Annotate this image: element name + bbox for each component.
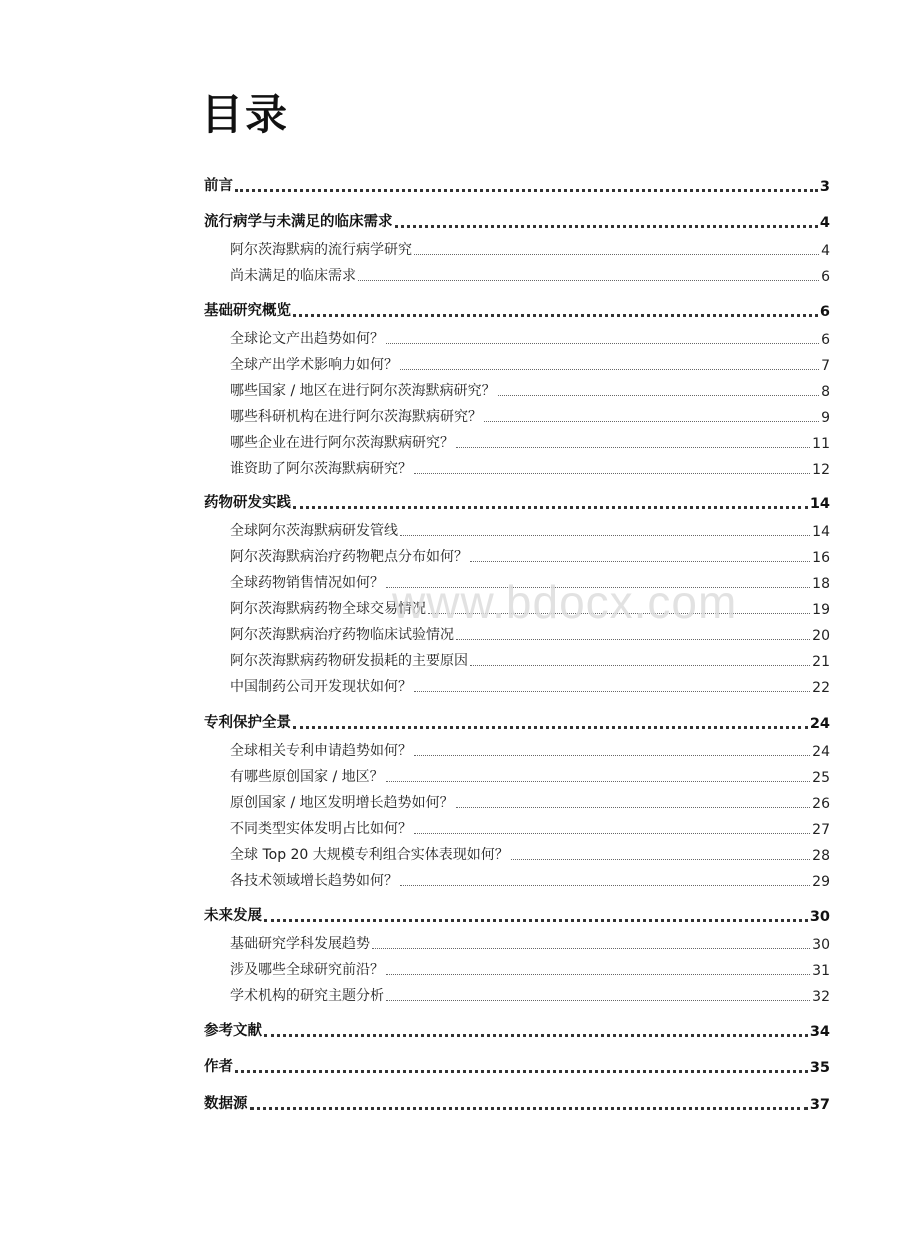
watermark: www.bdocx.com bbox=[392, 576, 738, 628]
toc-section-entry[interactable] bbox=[204, 1054, 830, 1076]
dot-leader bbox=[250, 1107, 808, 1110]
dot-leader bbox=[264, 1034, 808, 1037]
dot-leader bbox=[470, 561, 810, 562]
toc-entry-label: 阿尔茨海默病药物全球交易情况 bbox=[230, 601, 426, 617]
toc-subsection-entry[interactable] bbox=[230, 816, 830, 838]
toc-entry-label: 作者 bbox=[204, 1059, 233, 1075]
toc-page-number: 20 bbox=[812, 628, 830, 644]
toc-page-number: 16 bbox=[812, 550, 830, 566]
toc-section-entry[interactable] bbox=[204, 173, 830, 195]
toc-entry-label: 药物研发实践 bbox=[204, 495, 291, 511]
toc-page-number: 28 bbox=[812, 848, 830, 864]
dot-leader bbox=[386, 1000, 810, 1001]
dot-leader bbox=[456, 639, 810, 640]
toc-page-number: 8 bbox=[821, 384, 830, 400]
toc-entry-label: 流行病学与未满足的临床需求 bbox=[204, 214, 393, 230]
dot-leader bbox=[293, 726, 808, 729]
toc-entry-label: 各技术领域增长趋势如何？ bbox=[230, 873, 398, 889]
toc-entry-label: 阿尔茨海默病的流行病学研究 bbox=[230, 242, 412, 258]
toc-page-number: 6 bbox=[819, 304, 830, 320]
dot-leader bbox=[358, 280, 819, 281]
toc-entry-label: 全球阿尔茨海默病研发管线 bbox=[230, 523, 398, 539]
toc-page-number: 4 bbox=[819, 215, 830, 231]
toc-page-number: 14 bbox=[809, 496, 830, 512]
toc-entry-label: 尚未满足的临床需求 bbox=[230, 268, 356, 284]
toc-section-entry[interactable] bbox=[204, 1091, 830, 1113]
toc-subsection-entry[interactable] bbox=[230, 404, 830, 426]
dot-leader bbox=[456, 447, 810, 448]
toc-subsection-entry[interactable] bbox=[230, 518, 830, 540]
dot-leader bbox=[386, 781, 811, 782]
toc-entry-label: 数据源 bbox=[204, 1096, 248, 1112]
toc-page-number: 21 bbox=[812, 654, 830, 670]
toc-subsection-entry[interactable] bbox=[230, 983, 830, 1005]
toc-page-number: 6 bbox=[821, 332, 830, 348]
toc-subsection-entry[interactable] bbox=[230, 674, 830, 696]
dot-leader bbox=[293, 506, 808, 509]
dot-leader bbox=[428, 613, 810, 614]
toc-page-number: 4 bbox=[821, 243, 830, 259]
dot-leader bbox=[456, 807, 811, 808]
toc-entry-label: 原创国家 / 地区发明增长趋势如何？ bbox=[230, 795, 454, 811]
toc-page-number: 6 bbox=[821, 269, 830, 285]
toc-entry-label: 全球产出学术影响力如何？ bbox=[230, 357, 398, 373]
toc-subsection-entry[interactable] bbox=[230, 544, 830, 566]
toc-entry-label: 阿尔茨海默病治疗药物靶点分布如何？ bbox=[230, 549, 468, 565]
toc-page-number: 22 bbox=[812, 680, 830, 696]
toc-entry-label: 专利保护全景 bbox=[204, 715, 291, 731]
toc-subsection-entry[interactable] bbox=[230, 352, 830, 374]
toc-subsection-entry[interactable] bbox=[230, 456, 830, 478]
toc-page-number: 32 bbox=[812, 989, 830, 1005]
toc-page-number: 7 bbox=[821, 358, 830, 374]
dot-leader bbox=[414, 755, 810, 756]
toc-entry-label: 学术机构的研究主题分析 bbox=[230, 988, 384, 1004]
toc-subsection-entry[interactable] bbox=[230, 738, 830, 760]
toc-page-number: 37 bbox=[809, 1097, 830, 1113]
dot-leader bbox=[400, 369, 819, 370]
toc-page-number: 3 bbox=[819, 179, 830, 195]
toc-entry-label: 谁资助了阿尔茨海默病研究？ bbox=[230, 461, 412, 477]
toc-entry-label: 未来发展 bbox=[204, 908, 262, 924]
toc-subsection-entry[interactable] bbox=[230, 570, 830, 592]
toc-page-number: 14 bbox=[812, 524, 830, 540]
toc-entry-label: 阿尔茨海默病药物研发损耗的主要原因 bbox=[230, 653, 468, 669]
toc-page-number: 35 bbox=[809, 1060, 830, 1076]
toc-entry-label: 不同类型实体发明占比如何？ bbox=[230, 821, 412, 837]
toc-section-entry[interactable] bbox=[204, 903, 830, 925]
toc-page-number: 18 bbox=[812, 576, 830, 592]
dot-leader bbox=[400, 885, 810, 886]
toc-entry-label: 哪些企业在进行阿尔茨海默病研究？ bbox=[230, 435, 454, 451]
toc-entry-label: 阿尔茨海默病治疗药物临床试验情况 bbox=[230, 627, 454, 643]
toc-subsection-entry[interactable] bbox=[230, 957, 830, 979]
toc-subsection-entry[interactable] bbox=[230, 622, 830, 644]
dot-leader bbox=[372, 948, 810, 949]
dot-leader bbox=[235, 1070, 808, 1073]
toc-page-number: 34 bbox=[809, 1024, 830, 1040]
toc-entry-label: 全球论文产出趋势如何？ bbox=[230, 331, 384, 347]
toc-entry-label: 哪些科研机构在进行阿尔茨海默病研究？ bbox=[230, 409, 482, 425]
toc-subsection-entry[interactable] bbox=[230, 842, 830, 864]
toc-page-number: 26 bbox=[812, 796, 830, 812]
toc-entry-label: 有哪些原创国家 / 地区？ bbox=[230, 769, 384, 785]
dot-leader bbox=[414, 254, 819, 255]
toc-entry-label: 哪些国家 / 地区在进行阿尔茨海默病研究？ bbox=[230, 383, 496, 399]
toc-page-number: 29 bbox=[812, 874, 830, 890]
toc-entry-label: 基础研究学科发展趋势 bbox=[230, 936, 370, 952]
toc-subsection-entry[interactable] bbox=[230, 263, 830, 285]
toc-page-number: 12 bbox=[812, 462, 830, 478]
dot-leader bbox=[400, 535, 810, 536]
toc-section-entry[interactable] bbox=[204, 490, 830, 512]
toc-subsection-entry[interactable] bbox=[230, 378, 830, 400]
dot-leader bbox=[386, 587, 810, 588]
toc-subsection-entry[interactable] bbox=[230, 868, 830, 890]
toc-subsection-entry[interactable] bbox=[230, 237, 830, 259]
toc-entry-label: 全球相关专利申请趋势如何？ bbox=[230, 743, 412, 759]
page-title: 目录 bbox=[201, 90, 290, 139]
toc-page-number: 24 bbox=[812, 744, 830, 760]
toc-subsection-entry[interactable] bbox=[230, 430, 830, 452]
toc-entry-label: 中国制药公司开发现状如何？ bbox=[230, 679, 412, 695]
toc-page-number: 9 bbox=[821, 410, 830, 426]
dot-leader bbox=[414, 473, 810, 474]
dot-leader bbox=[498, 395, 819, 396]
toc-page-number: 30 bbox=[812, 937, 830, 953]
toc-subsection-entry[interactable] bbox=[230, 931, 830, 953]
toc-subsection-entry[interactable] bbox=[230, 790, 830, 812]
toc-page-number: 31 bbox=[812, 963, 830, 979]
dot-leader bbox=[414, 691, 810, 692]
dot-leader bbox=[484, 421, 819, 422]
dot-leader bbox=[386, 343, 819, 344]
toc-page-number: 27 bbox=[812, 822, 830, 838]
dot-leader bbox=[235, 189, 818, 192]
toc-page-number: 25 bbox=[812, 770, 830, 786]
toc-subsection-entry[interactable] bbox=[230, 648, 830, 670]
toc-section-entry[interactable] bbox=[204, 298, 830, 320]
toc-entry-label: 前言 bbox=[204, 178, 233, 194]
toc-subsection-entry[interactable] bbox=[230, 596, 830, 618]
dot-leader bbox=[470, 665, 810, 666]
toc-entry-label: 涉及哪些全球研究前沿？ bbox=[230, 962, 384, 978]
toc-entry-label: 参考文献 bbox=[204, 1023, 262, 1039]
dot-leader bbox=[386, 974, 810, 975]
toc-section-entry[interactable] bbox=[204, 209, 830, 231]
dot-leader bbox=[511, 859, 810, 860]
toc-page-number: 11 bbox=[812, 436, 830, 452]
dot-leader bbox=[414, 833, 810, 834]
toc-section-entry[interactable] bbox=[204, 710, 830, 732]
toc-entry-label: 全球 Top 20 大规模专利组合实体表现如何？ bbox=[230, 847, 509, 863]
toc-subsection-entry[interactable] bbox=[230, 764, 830, 786]
dot-leader bbox=[293, 314, 818, 317]
toc-section-entry[interactable] bbox=[204, 1018, 830, 1040]
toc-subsection-entry[interactable] bbox=[230, 326, 830, 348]
toc-entry-label: 全球药物销售情况如何？ bbox=[230, 575, 384, 591]
dot-leader bbox=[264, 919, 808, 922]
toc-page-number: 19 bbox=[812, 602, 830, 618]
toc-page-number: 24 bbox=[809, 716, 830, 732]
dot-leader bbox=[395, 225, 818, 228]
toc-entry-label: 基础研究概览 bbox=[204, 303, 291, 319]
toc-page-number: 30 bbox=[809, 909, 830, 925]
